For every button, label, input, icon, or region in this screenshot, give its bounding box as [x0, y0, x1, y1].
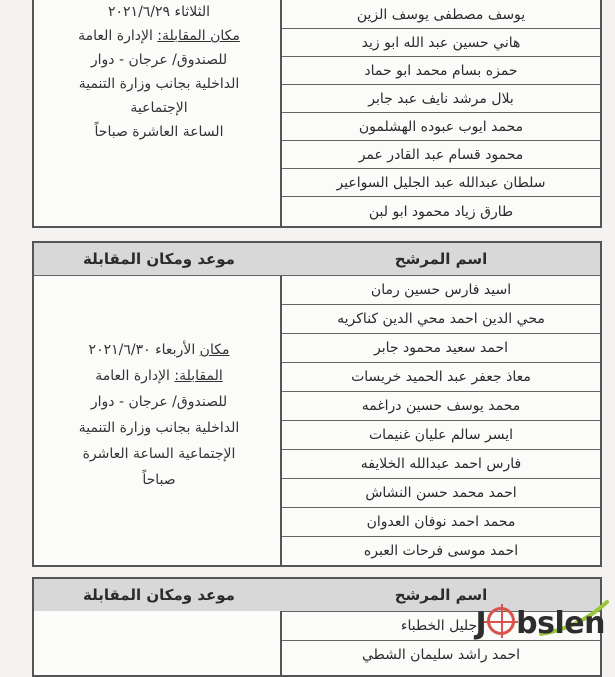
- interview-address-line: الداخلية بجانب وزارة التنمية: [78, 420, 240, 436]
- names-column: [280, 243, 600, 565]
- candidates-table-1: [32, 0, 602, 228]
- table-row: [282, 196, 600, 226]
- table-row: [282, 140, 600, 168]
- table-row: [282, 507, 600, 536]
- place-value: الإدارة العامة: [78, 28, 158, 44]
- candidate-name: طارق زياد محمود ابو لبن: [368, 204, 514, 220]
- header-interview-time: موعد ومكان المقابلة: [83, 250, 235, 268]
- interview-address-line: الإجتماعية: [130, 100, 188, 116]
- interview-info-column: [34, 243, 284, 565]
- table-row: [282, 304, 600, 333]
- interview-info: [38, 337, 280, 493]
- candidate-name: سلطان عبدالله عبد الجليل السواعير: [336, 175, 546, 191]
- logo-text-b: bslen: [516, 606, 605, 641]
- candidate-name: هاني حسين عبد الله ابو زيد: [361, 35, 521, 51]
- interview-time-line: الساعة العاشرة صباحاً: [94, 124, 224, 140]
- table-row: [282, 478, 600, 507]
- info-cell-divider: [34, 275, 284, 276]
- table-header-row: [34, 243, 284, 275]
- interview-place-line: [38, 24, 280, 48]
- candidate-name: حمزه بسام محمد ابو حماد: [364, 63, 518, 79]
- table-row: [282, 391, 600, 420]
- header-candidate-name: اسم المرشح: [394, 250, 488, 268]
- candidate-name: محمد احمد نوفان العدوان: [366, 514, 516, 530]
- candidate-name: فارس احمد عبدالله الخلايفه: [360, 456, 522, 472]
- candidate-name: محمد يوسف حسين دراغمه: [361, 398, 521, 414]
- names-column: [280, 0, 600, 226]
- candidate-name: محمد ايوب عبوده الهشلمون: [358, 119, 524, 135]
- candidate-name: اسيد فارس حسين رمان: [370, 282, 512, 298]
- logo-text-a: J: [475, 606, 487, 641]
- place-label: مكان: [199, 342, 230, 358]
- table-row: [282, 536, 600, 565]
- header-candidate-name: اسم المرشح: [394, 586, 488, 604]
- header-interview-time: موعد ومكان المقابلة: [83, 586, 235, 604]
- candidate-name: محمود قسام عبد القادر عمر: [358, 147, 524, 163]
- interview-info-column: [34, 579, 284, 675]
- interview-address-line: الداخلية بجانب وزارة التنمية: [78, 76, 240, 92]
- table-row: [282, 640, 600, 669]
- place-value: الإدارة العامة: [95, 368, 175, 384]
- interview-day-date: الثلاثاء ٢٠٢١/٦/٢٩: [107, 4, 210, 20]
- table-row: [282, 28, 600, 56]
- candidate-name: احمد محمد حسن النشاش: [365, 485, 517, 501]
- place-label: المقابلة:: [174, 368, 223, 384]
- table-header-row: [282, 243, 600, 275]
- candidate-name: احمد راشد سليمان الشطي: [361, 647, 521, 663]
- table-row: [282, 112, 600, 140]
- crosshair-icon: [487, 607, 515, 635]
- candidate-name: ايسر سالم عليان غنيمات: [369, 427, 513, 443]
- candidate-name: احمد سعيد محمود جابر: [373, 340, 509, 356]
- candidate-name: احمد موسى فرحات العبره: [363, 543, 519, 559]
- candidates-table-2: [32, 241, 602, 567]
- interview-place-line: [38, 363, 280, 389]
- table-row: [282, 362, 600, 391]
- interview-day-date-line: [38, 337, 280, 363]
- table-row: [282, 2, 600, 28]
- interview-time-line: صباحاً: [142, 472, 176, 488]
- place-label: مكان المقابلة:: [157, 28, 240, 44]
- candidate-name: يوسف مصطفى يوسف الزين: [356, 7, 526, 23]
- interview-info-column: [34, 0, 284, 226]
- table-row: [282, 333, 600, 362]
- table-row: [282, 420, 600, 449]
- table-row: [282, 275, 600, 304]
- interview-address-line: الإجتماعية الساعة العاشرة: [82, 446, 236, 462]
- candidate-name: محي الدين احمد محي الدين كناكريه: [337, 311, 545, 327]
- interview-day-date: الأربعاء ٢٠٢١/٦/٣٠: [88, 342, 196, 358]
- interview-address-line: للصندوق/ عرجان - دوار: [90, 394, 228, 410]
- interview-info: [38, 0, 280, 144]
- table-row: [282, 56, 600, 84]
- table-row: [282, 84, 600, 112]
- table-header-row: [34, 579, 284, 611]
- table-row: [282, 168, 600, 196]
- table-row: [282, 449, 600, 478]
- candidate-name: اجليل الخطباء: [400, 618, 482, 634]
- interview-address-line: للصندوق/ عرجان - دوار: [90, 52, 228, 68]
- candidate-name: بلال مرشد نايف عبد جابر: [368, 91, 514, 107]
- jobslen-logo: [476, 606, 606, 641]
- candidate-name: معاذ جعفر عبد الحميد خريسات: [351, 369, 531, 385]
